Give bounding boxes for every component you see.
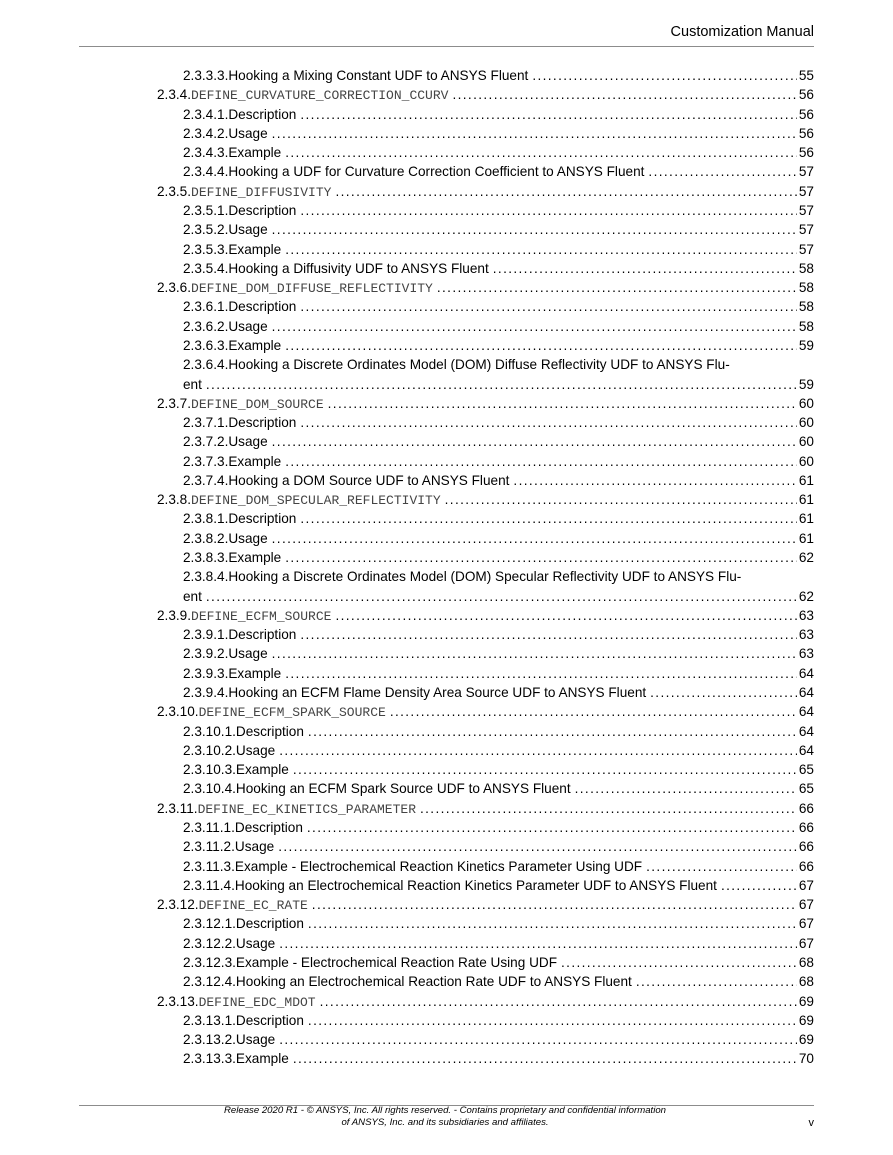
toc-entry-number: 2.3.5.	[157, 183, 192, 199]
header-divider	[79, 46, 814, 47]
toc-dot-leader	[561, 953, 797, 972]
toc-entry-page[interactable]: 68	[798, 974, 814, 990]
toc-entry-number: 2.3.4.	[157, 87, 192, 103]
toc-dot-leader	[300, 413, 797, 432]
toc-entry[interactable]	[157, 105, 814, 124]
toc-entry-number: 2.3.9.1.	[183, 627, 229, 643]
toc-dot-leader	[279, 741, 797, 760]
toc-entry-number: 2.3.13.3.	[183, 1051, 236, 1067]
toc-dot-leader	[721, 876, 797, 895]
toc-entry-title[interactable]: Example	[228, 145, 282, 161]
toc-entry[interactable]	[157, 953, 814, 972]
toc-entry-title[interactable]: Example	[228, 453, 282, 469]
toc-entry-title[interactable]: Hooking a Diffusivity UDF to ANSYS Fluent	[228, 260, 489, 276]
toc-dot-leader	[493, 259, 797, 278]
toc-entry-number: 2.3.10.2.	[183, 742, 236, 758]
toc-entry-number: 2.3.13.1.	[183, 1012, 236, 1028]
toc-dot-leader	[300, 105, 797, 124]
toc-dot-leader	[452, 85, 796, 104]
toc-entry-page[interactable]: 68	[798, 954, 814, 970]
toc-dot-leader	[420, 799, 797, 818]
toc-entry[interactable]	[157, 124, 814, 143]
toc-dot-leader	[320, 992, 797, 1011]
toc-entry-title[interactable]: Description	[228, 511, 297, 527]
toc-entry-title[interactable]: Description	[228, 415, 297, 431]
toc-dot-leader	[575, 779, 797, 798]
toc-entry-number: 2.3.8.3.	[183, 550, 229, 566]
toc-entry[interactable]	[157, 1049, 814, 1068]
toc-entry-title-continuation[interactable]: ent	[183, 588, 202, 604]
toc-entry-page[interactable]: 61	[798, 511, 814, 527]
toc-entry-page[interactable]: 57	[798, 164, 814, 180]
toc-entry-page[interactable]: 69	[798, 993, 814, 1009]
toc-entry-title[interactable]: Hooking a Mixing Constant UDF to ANSYS Fluent	[228, 68, 529, 83]
toc-entry[interactable]	[157, 182, 814, 201]
toc-entry-title[interactable]: Example	[228, 241, 282, 257]
toc-dot-leader	[650, 683, 797, 702]
toc-entry-number: 2.3.6.1.	[183, 299, 229, 315]
toc-entry-title[interactable]: Hooking an ECFM Flame Density Area Source UDF to ANSYS Fluent	[228, 685, 647, 700]
toc-entry-page[interactable]: 65	[798, 781, 814, 797]
toc-entry[interactable]	[157, 992, 814, 1011]
toc-dot-leader	[445, 490, 797, 509]
toc-entry[interactable]	[157, 567, 814, 586]
toc-entry[interactable]	[157, 1030, 814, 1049]
toc-dot-leader	[285, 548, 797, 567]
toc-entry-number: 2.3.6.3.	[183, 337, 229, 353]
toc-entry-continuation[interactable]	[157, 587, 814, 606]
toc-entry-title[interactable]: DEFINE_ECFM_SOURCE	[191, 608, 332, 624]
toc-entry-page[interactable]: 57	[798, 241, 814, 257]
toc-entry[interactable]	[157, 413, 814, 432]
toc-entry-title[interactable]: Example	[228, 550, 282, 566]
toc-entry-page[interactable]: 67	[798, 916, 814, 932]
toc-entry-title[interactable]: Hooking an Electrochemical Reaction Kinetics Parameter UDF to ANSYS Fluent	[234, 877, 717, 893]
toc-entry-page[interactable]: 56	[798, 106, 814, 122]
toc-entry-number: 2.3.6.	[157, 280, 192, 296]
toc-dot-leader	[285, 336, 797, 355]
toc-entry[interactable]	[157, 934, 814, 953]
toc-entry[interactable]	[157, 741, 814, 760]
toc-dot-leader	[285, 664, 797, 683]
toc-entry-title[interactable]: Usage	[228, 222, 268, 238]
toc-entry-number: 2.3.4.3.	[183, 145, 229, 161]
toc-entry-page[interactable]: 64	[798, 723, 814, 739]
toc-entry-title[interactable]: Hooking a DOM Source UDF to ANSYS Fluent	[228, 472, 510, 488]
toc-entry-title[interactable]: DEFINE_EC_RATE	[198, 898, 308, 914]
toc-entry-title[interactable]: Usage	[228, 434, 268, 450]
toc-entry-title[interactable]: Usage	[228, 125, 268, 141]
toc-entry[interactable]	[157, 722, 814, 741]
toc-entry-number: 2.3.10.3.	[183, 762, 236, 778]
toc-entry-title[interactable]: Usage	[228, 646, 268, 662]
toc-dot-leader	[532, 66, 797, 85]
toc-entry[interactable]	[157, 355, 814, 374]
footer-line-1: Release 2020 R1 - © ANSYS, Inc. All rights reserved. - Contains proprietary and confidential information	[223, 1105, 667, 1116]
toc-entry[interactable]	[157, 490, 814, 509]
toc-entry-number: 2.3.9.3.	[183, 665, 229, 681]
toc-entry-title[interactable]: DEFINE_DOM_SOURCE	[191, 396, 324, 412]
footer-copyright	[160, 1105, 730, 1129]
toc-entry[interactable]	[157, 683, 814, 702]
toc-entry[interactable]	[157, 66, 814, 85]
toc-entry-title[interactable]: DEFINE_ECFM_SPARK_SOURCE	[198, 705, 386, 721]
toc-entry-title[interactable]: Usage	[235, 935, 276, 951]
toc-dot-leader	[335, 182, 796, 201]
toc-entry-page[interactable]: 63	[798, 607, 814, 623]
toc-entry-title[interactable]: Usage	[234, 839, 275, 855]
toc-entry-title[interactable]: Hooking a Discrete Ordinates Model (DOM) Specular Reflectivity UDF to ANSYS Flu-	[228, 569, 742, 585]
toc-entry-number: 2.3.7.2.	[183, 434, 229, 450]
toc-entry-number: 2.3.7.	[157, 395, 192, 411]
toc-entry-title[interactable]: Usage	[235, 1032, 276, 1048]
toc-entry-continuation[interactable]	[157, 375, 814, 394]
toc-entry-page[interactable]: 64	[798, 685, 814, 700]
toc-dot-leader	[272, 644, 797, 663]
toc-entry-page[interactable]: 58	[798, 318, 814, 334]
toc-entry-title[interactable]: Description	[228, 106, 297, 122]
toc-entry-number: 2.3.5.2.	[183, 222, 229, 238]
toc-entry-number: 2.3.9.4.	[183, 685, 229, 700]
toc-entry-number: 2.3.5.3.	[183, 241, 229, 257]
toc-entry-number: 2.3.6.2.	[183, 318, 229, 334]
toc-entry[interactable]	[157, 509, 814, 528]
toc-entry[interactable]	[157, 779, 814, 798]
toc-dot-leader	[308, 914, 797, 933]
toc-entry-title[interactable]: Usage	[235, 742, 276, 758]
toc-entry-page[interactable]: 67	[798, 897, 814, 913]
toc-dot-leader	[272, 124, 797, 143]
toc-dot-leader	[206, 375, 797, 394]
toc-entry-title[interactable]: Description	[235, 723, 304, 739]
toc-entry[interactable]	[157, 336, 814, 355]
toc-entry-number: 2.3.8.4.	[183, 569, 229, 585]
toc-entry-title[interactable]: Example	[228, 337, 282, 353]
toc-dot-leader	[272, 220, 797, 239]
toc-entry-page[interactable]: 57	[798, 222, 814, 238]
toc-entry[interactable]	[157, 914, 814, 933]
toc-entry-title[interactable]: DEFINE_CURVATURE_CORRECTION_CCURV	[191, 88, 449, 104]
toc-entry-page[interactable]: 62	[798, 550, 814, 566]
toc-entry-title[interactable]: Description	[228, 202, 297, 218]
toc-entry-number: 2.3.8.	[157, 492, 192, 508]
toc-dot-leader	[648, 162, 796, 181]
toc-entry-page[interactable]: 59	[798, 337, 814, 353]
toc-entry-page[interactable]: 65	[798, 762, 814, 778]
toc-entry-number: 2.3.13.2.	[183, 1032, 236, 1048]
toc-entry[interactable]	[157, 799, 814, 818]
toc-entry-title[interactable]: Example - Electrochemical Reaction Kinetics Parameter Using UDF	[234, 858, 643, 874]
toc-entry[interactable]	[157, 220, 814, 239]
toc-entry-number: 2.3.7.1.	[183, 415, 229, 431]
toc-entry-number: 2.3.11.4.	[183, 877, 235, 893]
toc-entry-page[interactable]: 64	[798, 742, 814, 758]
toc-entry[interactable]	[157, 876, 814, 895]
toc-dot-leader	[646, 857, 797, 876]
toc-entry-number: 2.3.8.2.	[183, 530, 229, 546]
toc-dot-leader	[279, 1030, 797, 1049]
toc-entry[interactable]	[157, 972, 814, 991]
toc-entry[interactable]	[157, 452, 814, 471]
toc-entry[interactable]	[157, 702, 814, 721]
toc-entry-page[interactable]: 58	[798, 299, 814, 315]
toc-entry-page[interactable]: 63	[798, 646, 814, 662]
toc-entry-page[interactable]: 56	[798, 87, 814, 103]
toc-entry-title[interactable]: DEFINE_EC_KINETICS_PARAMETER	[197, 801, 416, 817]
toc-entry-number: 2.3.10.4.	[183, 781, 236, 797]
toc-entry-number: 2.3.7.3.	[183, 453, 229, 469]
toc-entry-number: 2.3.4.4.	[183, 164, 229, 180]
toc-entry-page[interactable]: 70	[798, 1051, 814, 1067]
page-number: v	[808, 1117, 814, 1129]
toc-entry-page[interactable]: 66	[798, 858, 814, 874]
running-header-title: Customization Manual	[670, 24, 814, 40]
toc-entry[interactable]	[157, 162, 814, 181]
toc-entry-page[interactable]: 66	[798, 819, 814, 835]
toc-entry-title[interactable]: Hooking a UDF for Curvature Correction Coefficient to ANSYS Fluent	[228, 164, 645, 180]
toc-entry[interactable]	[157, 548, 814, 567]
toc-dot-leader	[390, 702, 797, 721]
toc-entry-title[interactable]: Hooking an Electrochemical Reaction Rate UDF to ANSYS Fluent	[235, 974, 632, 990]
toc-entry[interactable]	[157, 664, 814, 683]
toc-entry-title[interactable]: DEFINE_EDC_MDOT	[198, 994, 316, 1010]
toc-entry[interactable]	[157, 471, 814, 490]
toc-dot-leader	[300, 297, 797, 316]
toc-entry-page[interactable]: 66	[798, 800, 814, 816]
toc-entry-number: 2.3.12.2.	[183, 935, 236, 951]
toc-entry[interactable]	[157, 432, 814, 451]
toc-entry-page[interactable]: 59	[798, 376, 814, 392]
toc-dot-leader	[328, 394, 797, 413]
toc-entry[interactable]	[157, 259, 814, 278]
toc-entry-number: 2.3.8.1.	[183, 511, 229, 527]
toc-entry-title[interactable]: Description	[235, 1012, 304, 1028]
toc-dot-leader	[285, 143, 797, 162]
toc-entry[interactable]	[157, 818, 814, 837]
toc-entry[interactable]	[157, 529, 814, 548]
toc-entry[interactable]	[157, 1011, 814, 1030]
toc-entry[interactable]	[157, 895, 814, 914]
toc-entry-number: 2.3.5.4.	[183, 260, 229, 276]
toc-entry[interactable]	[157, 625, 814, 644]
toc-entry-page[interactable]: 63	[798, 627, 814, 643]
toc-entry-page[interactable]: 64	[798, 665, 814, 681]
toc-entry-number: 2.3.11.	[157, 800, 198, 816]
toc-entry-number: 2.3.5.1.	[183, 202, 229, 218]
toc-entry[interactable]	[157, 278, 814, 297]
toc-entry[interactable]	[157, 143, 814, 162]
toc-entry-page[interactable]: 69	[798, 1032, 814, 1048]
toc-dot-leader	[437, 278, 797, 297]
toc-entry-number: 2.3.7.4.	[183, 472, 229, 488]
toc-entry-title[interactable]: Description	[235, 916, 304, 932]
toc-entry-page[interactable]: 60	[798, 415, 814, 431]
toc-dot-leader	[279, 934, 797, 953]
toc-dot-leader	[513, 471, 796, 490]
toc-entry-title[interactable]: Usage	[228, 318, 268, 334]
toc-dot-leader	[206, 587, 797, 606]
toc-entry[interactable]	[157, 201, 814, 220]
toc-dot-leader	[272, 529, 797, 548]
toc-dot-leader	[272, 317, 797, 336]
table-of-contents	[157, 66, 814, 1069]
toc-entry-page[interactable]: 66	[798, 839, 814, 855]
toc-dot-leader	[285, 240, 797, 259]
toc-entry-title[interactable]: DEFINE_DIFFUSIVITY	[191, 184, 332, 200]
toc-entry-page[interactable]: 60	[798, 453, 814, 469]
toc-entry-title[interactable]: Example	[235, 762, 289, 778]
toc-entry-title[interactable]: DEFINE_DOM_SPECULAR_REFLECTIVITY	[191, 493, 441, 509]
toc-entry-page[interactable]: 67	[798, 935, 814, 951]
toc-entry-title[interactable]: Hooking an ECFM Spark Source UDF to ANSYS Fluent	[235, 781, 571, 797]
toc-entry[interactable]	[157, 760, 814, 779]
toc-entry-number: 2.3.3.3.	[183, 68, 229, 83]
toc-entry-title[interactable]: Hooking a Discrete Ordinates Model (DOM) Diffuse Reflectivity UDF to ANSYS Flu-	[228, 357, 730, 373]
toc-entry-number: 2.3.11.2.	[183, 839, 235, 855]
toc-entry-number: 2.3.13.	[157, 993, 199, 1009]
toc-entry-number: 2.3.9.2.	[183, 646, 229, 662]
toc-entry-page[interactable]: 64	[798, 704, 814, 720]
toc-entry-number: 2.3.11.1.	[183, 819, 235, 835]
toc-entry-page[interactable]: 58	[798, 280, 814, 296]
toc-dot-leader	[307, 818, 797, 837]
toc-dot-leader	[300, 625, 797, 644]
toc-dot-leader	[300, 201, 797, 220]
toc-entry[interactable]	[157, 317, 814, 336]
toc-entry-title-continuation[interactable]: ent	[183, 376, 202, 392]
toc-entry-number: 2.3.4.2.	[183, 125, 229, 141]
toc-entry-page[interactable]: 57	[798, 183, 814, 199]
toc-entry-title[interactable]: Usage	[228, 530, 268, 546]
toc-entry-number: 2.3.10.	[157, 704, 199, 720]
toc-entry-page[interactable]: 55	[798, 68, 814, 83]
toc-entry-page[interactable]: 61	[798, 472, 814, 488]
toc-entry-number: 2.3.12.1.	[183, 916, 236, 932]
toc-dot-leader	[285, 452, 797, 471]
toc-entry-number: 2.3.12.	[157, 897, 199, 913]
toc-entry-title[interactable]: Description	[234, 819, 303, 835]
footer-line-2: of ANSYS, Inc. and its subsidiaries and affiliates.	[341, 1117, 549, 1128]
toc-entry-page[interactable]: 56	[798, 145, 814, 161]
toc-entry-number: 2.3.4.1.	[183, 106, 229, 122]
toc-entry-page[interactable]: 60	[798, 395, 814, 411]
toc-dot-leader	[278, 837, 797, 856]
toc-dot-leader	[308, 1011, 797, 1030]
toc-entry-page[interactable]: 61	[798, 492, 814, 508]
toc-entry-title[interactable]: Description	[228, 299, 297, 315]
toc-entry-number: 2.3.12.4.	[183, 974, 236, 990]
toc-entry-number: 2.3.12.3.	[183, 954, 236, 970]
toc-entry-number: 2.3.9.	[157, 607, 192, 623]
toc-entry-title[interactable]: Example	[235, 1051, 289, 1067]
toc-entry[interactable]	[157, 297, 814, 316]
toc-entry[interactable]	[157, 857, 814, 876]
toc-entry-number: 2.3.10.1.	[183, 723, 236, 739]
toc-entry-page[interactable]: 62	[798, 588, 814, 604]
toc-entry-title[interactable]: Example	[228, 665, 282, 681]
toc-entry-page[interactable]: 58	[798, 260, 814, 276]
toc-entry[interactable]	[157, 606, 814, 625]
toc-entry-page[interactable]: 56	[798, 125, 814, 141]
toc-entry[interactable]	[157, 85, 814, 104]
toc-entry[interactable]	[157, 644, 814, 663]
toc-dot-leader	[300, 509, 797, 528]
toc-entry-page[interactable]: 61	[798, 530, 814, 546]
toc-entry-title[interactable]: Description	[228, 627, 297, 643]
toc-dot-leader	[312, 895, 797, 914]
toc-entry-page[interactable]: 60	[798, 434, 814, 450]
toc-entry-number: 2.3.11.3.	[183, 858, 235, 874]
toc-entry-page[interactable]: 69	[798, 1012, 814, 1028]
toc-dot-leader	[636, 972, 797, 991]
toc-dot-leader	[308, 722, 797, 741]
toc-dot-leader	[293, 760, 797, 779]
toc-entry[interactable]	[157, 394, 814, 413]
toc-entry[interactable]	[157, 240, 814, 259]
toc-dot-leader	[272, 432, 797, 451]
toc-entry-page[interactable]: 57	[798, 202, 814, 218]
toc-dot-leader	[335, 606, 796, 625]
toc-entry-title[interactable]: DEFINE_DOM_DIFFUSE_REFLECTIVITY	[191, 281, 433, 297]
toc-entry-number: 2.3.6.4.	[183, 357, 229, 373]
toc-entry[interactable]	[157, 837, 814, 856]
toc-dot-leader	[293, 1049, 797, 1068]
toc-entry-page[interactable]: 67	[798, 877, 814, 893]
toc-entry-title[interactable]: Example - Electrochemical Reaction Rate Using UDF	[235, 954, 558, 970]
